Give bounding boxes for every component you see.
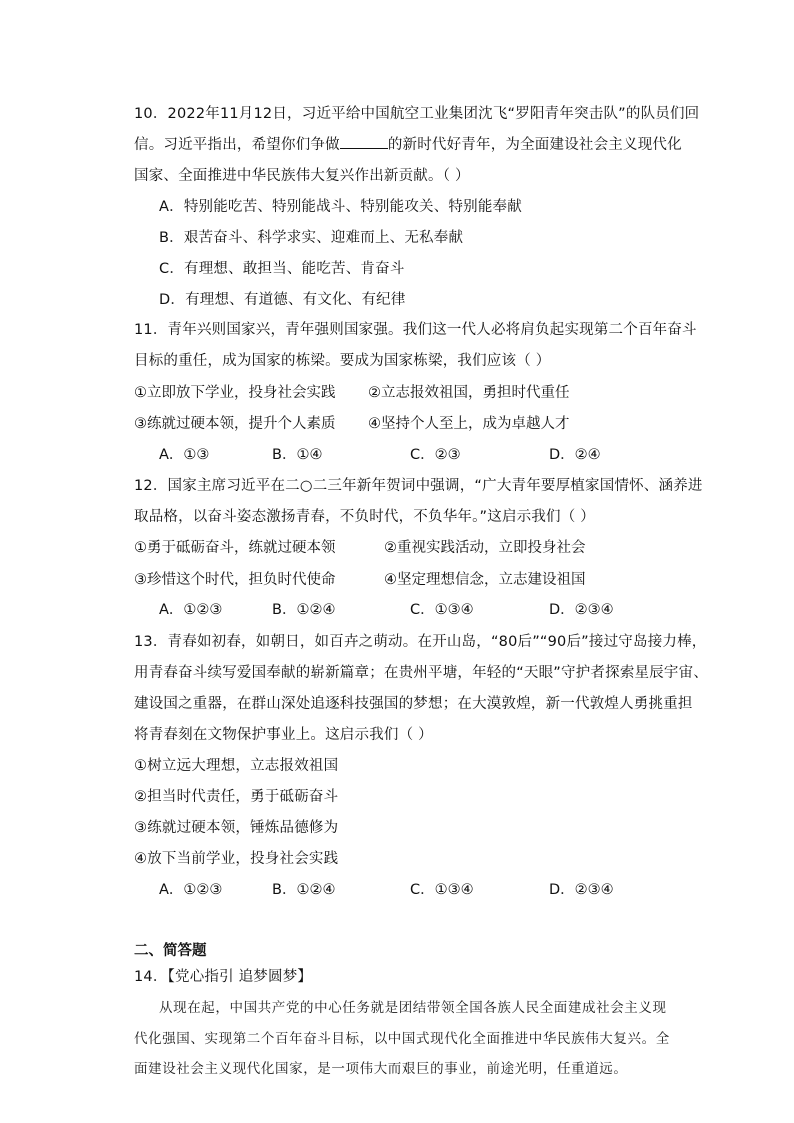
q11-choice-a[interactable]: A．①③ (159, 447, 210, 463)
q10-option-c[interactable]: C．有理想、敢担当、能吃苦、肯奋斗 (159, 261, 405, 277)
q12-choice-c[interactable]: C．①③④ (410, 602, 474, 618)
q13-stem-line-1: 13．青春如初春，如朝日，如百卉之萌动。在开山岛，“80后”“90后”接过守岛接力棒， (134, 634, 707, 650)
q14-quote-line-2: 代化强国、实现第二个百年奋斗目标，以中国式现代化全面推进中华民族伟大复兴。全 (134, 1031, 670, 1047)
q13-choice-d[interactable]: D．②③④ (549, 882, 614, 898)
q13-item-2: ②担当时代责任，勇于砥砺奋斗 (134, 789, 339, 805)
section-heading: 二、简答题 (134, 943, 207, 959)
q13-choice-a[interactable]: A．①②③ (159, 882, 223, 898)
q13-item-1: ①树立远大理想，立志报效祖国 (134, 758, 339, 774)
q10-option-a[interactable]: A．特别能吃苦、特别能战斗、特别能攻关、特别能奉献 (159, 199, 522, 215)
q13-stem-line-4: 将青春刻在文物保护事业上。这启示我们（ ） (134, 727, 433, 743)
q12-stem-line-2: 取品格，以奋斗姿态激扬青春，不负时代，不负华年。”这启示我们（ ） (134, 509, 595, 525)
q13-choice-c[interactable]: C．①③④ (410, 882, 474, 898)
q12-choice-d[interactable]: D．②③④ (549, 602, 614, 618)
q11-stem-line-2: 目标的重任，成为国家的栋梁。要成为国家栋梁，我们应该（ ） (134, 353, 551, 369)
q14-quote-line-3: 面建设社会主义现代化国家，是一项伟大而艰巨的事业，前途光明，任重道远。 (134, 1061, 628, 1077)
q10-stem-line-2 (134, 134, 682, 155)
q11-choice-c[interactable]: C．②③ (410, 447, 461, 463)
q11-item-3: ③练就过硬本领，提升个人素质 (134, 416, 336, 432)
q13-item-4: ④放下当前学业，投身社会实践 (134, 851, 339, 867)
q14-quote-line-1: 从现在起，中国共产党的中心任务就是团结带领全国各族人民全面建成社会主义现 (159, 1000, 667, 1016)
q10-stem-line-2b: 的新时代好青年，为全面建设社会主义现代化 (387, 137, 682, 153)
q11-item-1: ①立即放下学业，投身社会实践 (134, 385, 336, 401)
q12-choice-a[interactable]: A．①②③ (159, 602, 223, 618)
q12-item-4: ④坚定理想信念，立志建设祖国 (384, 572, 586, 588)
q12-item-2: ②重视实践活动，立即投身社会 (384, 540, 586, 556)
q13-choice-b[interactable]: B．①②④ (272, 882, 336, 898)
q11-choice-b[interactable]: B．①④ (272, 447, 323, 463)
q10-option-d[interactable]: D．有理想、有道德、有文化、有纪律 (159, 292, 406, 308)
q11-item-2: ②立志报效祖国，勇担时代重任 (368, 385, 570, 401)
q13-item-3: ③练就过硬本领，锤炼品德修为 (134, 820, 339, 836)
q12-item-1: ①勇于砥砺奋斗，练就过硬本领 (134, 540, 336, 556)
q10-stem-line-3: 国家、全面推进中华民族伟大复兴作出新贡献。（ ） (134, 168, 470, 184)
q11-choice-d[interactable]: D．②④ (549, 447, 601, 463)
q11-stem-line-1: 11．青年兴则国家兴，青年强则国家强。我们这一代人必将肩负起实现第二个百年奋斗 (134, 322, 697, 338)
q11-item-4: ④坚持个人至上，成为卓越人才 (368, 416, 570, 432)
q10-stem-line-2a: 信。习近平指出，希望你们争做 (134, 137, 340, 153)
q12-item-3: ③珍惜这个时代，担负时代使命 (134, 572, 336, 588)
q10-option-b[interactable]: B．艰苦奋斗、科学求实、迎难而上、无私奉献 (159, 230, 464, 246)
q12-choice-b[interactable]: B．①②④ (272, 602, 336, 618)
q14-title: 14．【党心指引 追梦圆梦】 (134, 969, 313, 985)
q13-stem-line-3: 建设国之重器，在群山深处追逐科技强国的梦想；在大漠敦煌，新一代敦煌人勇挑重担 (134, 696, 693, 712)
q13-stem-line-2: 用青春奋斗续写爱国奉献的崭新篇章；在贵州平塘，年轻的“天眼”守护者探索星辰宇宙、 (134, 665, 709, 681)
fill-in-blank[interactable] (340, 134, 388, 149)
q10-stem-line-1: 10．2022年11月12日，习近平给中国航空工业集团沈飞“罗阳青年突击队”的队员们回 (134, 106, 700, 122)
q12-stem-line-1: 12．国家主席习近平在二○二三年新年贺词中强调，“广大青年要厚植家国情怀、涵养进 (134, 478, 703, 494)
